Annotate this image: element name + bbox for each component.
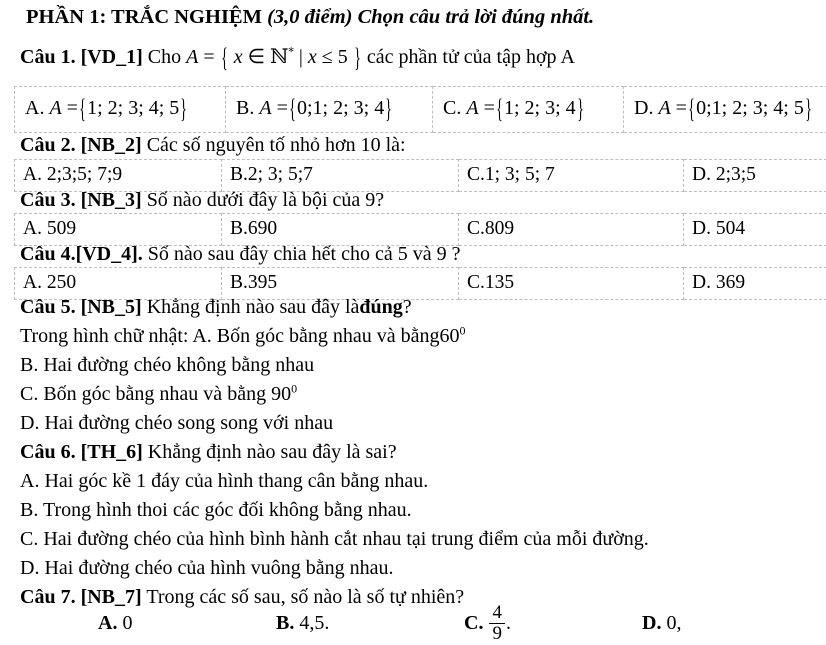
option-set-body: 1; 2; 3; 4 — [504, 97, 576, 119]
natural-numbers-symbol — [270, 44, 294, 68]
section-heading — [26, 6, 594, 29]
question-1-option-c[interactable] — [433, 87, 624, 133]
question-1-set-expression — [186, 46, 367, 68]
question-7-text: Trong các số sau, số nào là số tự nhiên? — [146, 586, 464, 608]
option-equals: = — [277, 97, 288, 119]
option-letter: A. — [98, 612, 117, 634]
option-value: 0, — [666, 612, 681, 634]
question-2-option-b[interactable]: B.2; 3; 5;7 — [222, 160, 459, 192]
question-6-code: [TH_6] — [81, 441, 143, 463]
option-set-variable: A — [658, 97, 670, 119]
question-3-answer-table — [14, 213, 826, 246]
option-close-brace: } — [181, 94, 188, 126]
question-7-code: [NB_7] — [81, 586, 142, 608]
question-2-option-d[interactable]: D. 2;3;5 — [684, 160, 826, 192]
question-6-option-c[interactable]: C. Hai đường chéo của hình bình hành cắt nhau tại trung điểm của mỗi đường. — [20, 528, 649, 551]
question-4-option-d[interactable]: D. 369 — [684, 268, 826, 300]
option-open-brace: { — [496, 94, 503, 126]
option-expression — [466, 97, 584, 119]
option-close-brace: } — [577, 94, 584, 126]
question-5-label: Câu 5. — [20, 296, 76, 318]
question-7-option-a[interactable] — [98, 612, 132, 635]
fraction-denominator: 9 — [489, 623, 505, 644]
set-condition-number: 5 — [338, 46, 348, 68]
option-value: 0 — [122, 612, 132, 634]
question-1-text-after: các phần tử của tập hợp A — [367, 46, 575, 68]
question-4-stem — [20, 243, 460, 266]
option-set-variable: A — [259, 97, 271, 119]
question-1-code: [VD_1] — [81, 46, 143, 68]
question-4-label: Câu 4. — [20, 243, 76, 265]
question-7-label: Câu 7. — [20, 586, 76, 608]
question-2-option-a[interactable]: A. 2;3;5; 7;9 — [15, 160, 222, 192]
table-row — [15, 268, 826, 300]
set-equals: = — [203, 46, 214, 68]
question-2-code: [NB_2] — [81, 134, 142, 156]
table-row — [15, 160, 826, 192]
question-1-text-before: Cho — [148, 46, 181, 68]
option-close-brace: } — [385, 94, 392, 126]
option-equals: = — [484, 97, 495, 119]
question-1-option-d[interactable] — [624, 87, 826, 133]
question-3-option-c[interactable]: C.809 — [459, 214, 684, 246]
question-7-option-b[interactable] — [276, 612, 329, 635]
question-5-stem — [20, 296, 412, 319]
set-condition-variable-2: x — [308, 46, 317, 68]
fraction — [489, 603, 505, 644]
set-bar: | — [299, 46, 303, 68]
question-2-answer-table — [14, 159, 826, 192]
option-expression — [658, 97, 813, 119]
degree-superscript: 0 — [460, 323, 466, 337]
option-open-brace: { — [688, 94, 695, 126]
set-open-brace: { — [221, 43, 228, 75]
question-3-option-a[interactable]: A. 509 — [15, 214, 222, 246]
set-membership-symbol: ∈ — [248, 46, 265, 68]
question-5-code: [NB_5] — [81, 296, 142, 318]
set-condition-variable: x — [234, 46, 243, 68]
option-letter: A. — [25, 97, 44, 119]
question-6-label: Câu 6. — [20, 441, 76, 463]
question-5-option-c[interactable] — [20, 383, 297, 406]
option-set-variable: A — [49, 97, 61, 119]
question-1-option-a[interactable] — [15, 87, 226, 133]
question-2-text: Các số nguyên tố nhỏ hơn 10 là: — [147, 134, 406, 156]
option-equals: = — [676, 97, 687, 119]
question-5-text-bold: đúng — [359, 296, 402, 318]
option-letter: D. — [642, 612, 661, 634]
degree-superscript: 0 — [291, 381, 297, 395]
option-letter: C. — [443, 97, 461, 119]
question-4-option-c[interactable]: C.135 — [459, 268, 684, 300]
set-close-brace: } — [354, 43, 361, 75]
question-5-option-a[interactable] — [20, 325, 466, 348]
question-1-option-b[interactable] — [226, 87, 433, 133]
question-4-option-b[interactable]: B.395 — [222, 268, 459, 300]
question-3-option-d[interactable]: D. 504 — [684, 214, 826, 246]
question-4-text: Số nào sau đây chia hết cho cả 5 và 9 ? — [148, 243, 461, 265]
question-1-label: Câu 1. — [20, 46, 76, 68]
question-3-stem — [20, 189, 384, 212]
question-7-option-d[interactable] — [642, 612, 681, 635]
question-6-option-d[interactable]: D. Hai đường chéo của hình vuông bằng nhau. — [20, 557, 394, 580]
option-letter: B. — [276, 612, 294, 634]
question-5-text-lead: Khẳng định nào sau đây là — [147, 296, 360, 318]
table-row — [15, 214, 826, 246]
option-set-body: 0;1; 2; 3; 4; 5 — [696, 97, 804, 119]
option-open-brace: { — [79, 94, 86, 126]
question-5-option-a-value: 60 — [440, 325, 460, 347]
option-letter: D. — [634, 97, 653, 119]
question-5-option-c-text: C. Bốn góc bằng nhau và bằng — [20, 383, 266, 405]
question-1-stem — [20, 44, 575, 70]
question-2-label: Câu 2. — [20, 134, 76, 156]
question-2-stem — [20, 134, 406, 157]
table-row — [15, 87, 826, 133]
option-letter: B. — [236, 97, 254, 119]
question-3-label: Câu 3. — [20, 189, 76, 211]
question-5-option-a-text: Trong hình chữ nhật: A. Bốn góc bằng nhau và bằng — [20, 325, 440, 347]
section-heading-emphasis: (3,0 điểm) Chọn câu trả lời đúng nhất. — [267, 6, 594, 28]
option-equals: = — [67, 97, 78, 119]
question-7-option-c[interactable] — [464, 604, 511, 645]
question-6-text: Khẳng định nào sau đây là sai? — [148, 441, 397, 463]
option-close-brace: } — [805, 94, 812, 126]
question-1-answer-table — [14, 86, 826, 133]
question-2-option-c[interactable]: C.1; 3; 5; 7 — [459, 160, 684, 192]
fraction-suffix: . — [506, 612, 511, 634]
question-6-option-b[interactable]: B. Trong hình thoi các góc đối không bằng nhau. — [20, 499, 412, 522]
fraction-numerator: 4 — [489, 603, 505, 623]
option-value: 4,5. — [299, 612, 329, 634]
question-5-text-tail: ? — [403, 296, 412, 318]
set-less-equal: ≤ — [322, 46, 333, 68]
option-expression — [259, 97, 393, 119]
option-set-body: 0;1; 2; 3; 4 — [297, 97, 384, 119]
set-variable: A — [186, 46, 198, 68]
option-expression — [49, 97, 188, 119]
option-set-variable: A — [466, 97, 478, 119]
question-6-stem — [20, 441, 397, 464]
natural-numbers-glyph: ℕ — [270, 44, 288, 68]
question-5-option-d[interactable]: D. Hai đường chéo song song với nhau — [20, 412, 333, 435]
question-3-code: [NB_3] — [81, 189, 142, 211]
section-heading-main: PHẦN 1: TRẮC NGHIỆM — [26, 6, 262, 28]
star-superscript: * — [288, 45, 294, 58]
option-set-body: 1; 2; 3; 4; 5 — [87, 97, 179, 119]
question-3-text: Số nào dưới đây là bội của 9? — [147, 189, 384, 211]
question-4-option-a[interactable]: A. 250 — [15, 268, 222, 300]
question-7-answer-row — [0, 586, 826, 642]
question-5-option-b[interactable]: B. Hai đường chéo không bằng nhau — [20, 354, 314, 377]
question-6-option-a[interactable]: A. Hai góc kề 1 đáy của hình thang cân bằng nhau. — [20, 470, 428, 493]
option-open-brace: { — [289, 94, 296, 126]
option-letter: C. — [464, 612, 483, 634]
question-4-code: [VD_4]. — [76, 243, 143, 265]
question-5-option-c-value: 90 — [271, 383, 291, 405]
question-3-option-b[interactable]: B.690 — [222, 214, 459, 246]
